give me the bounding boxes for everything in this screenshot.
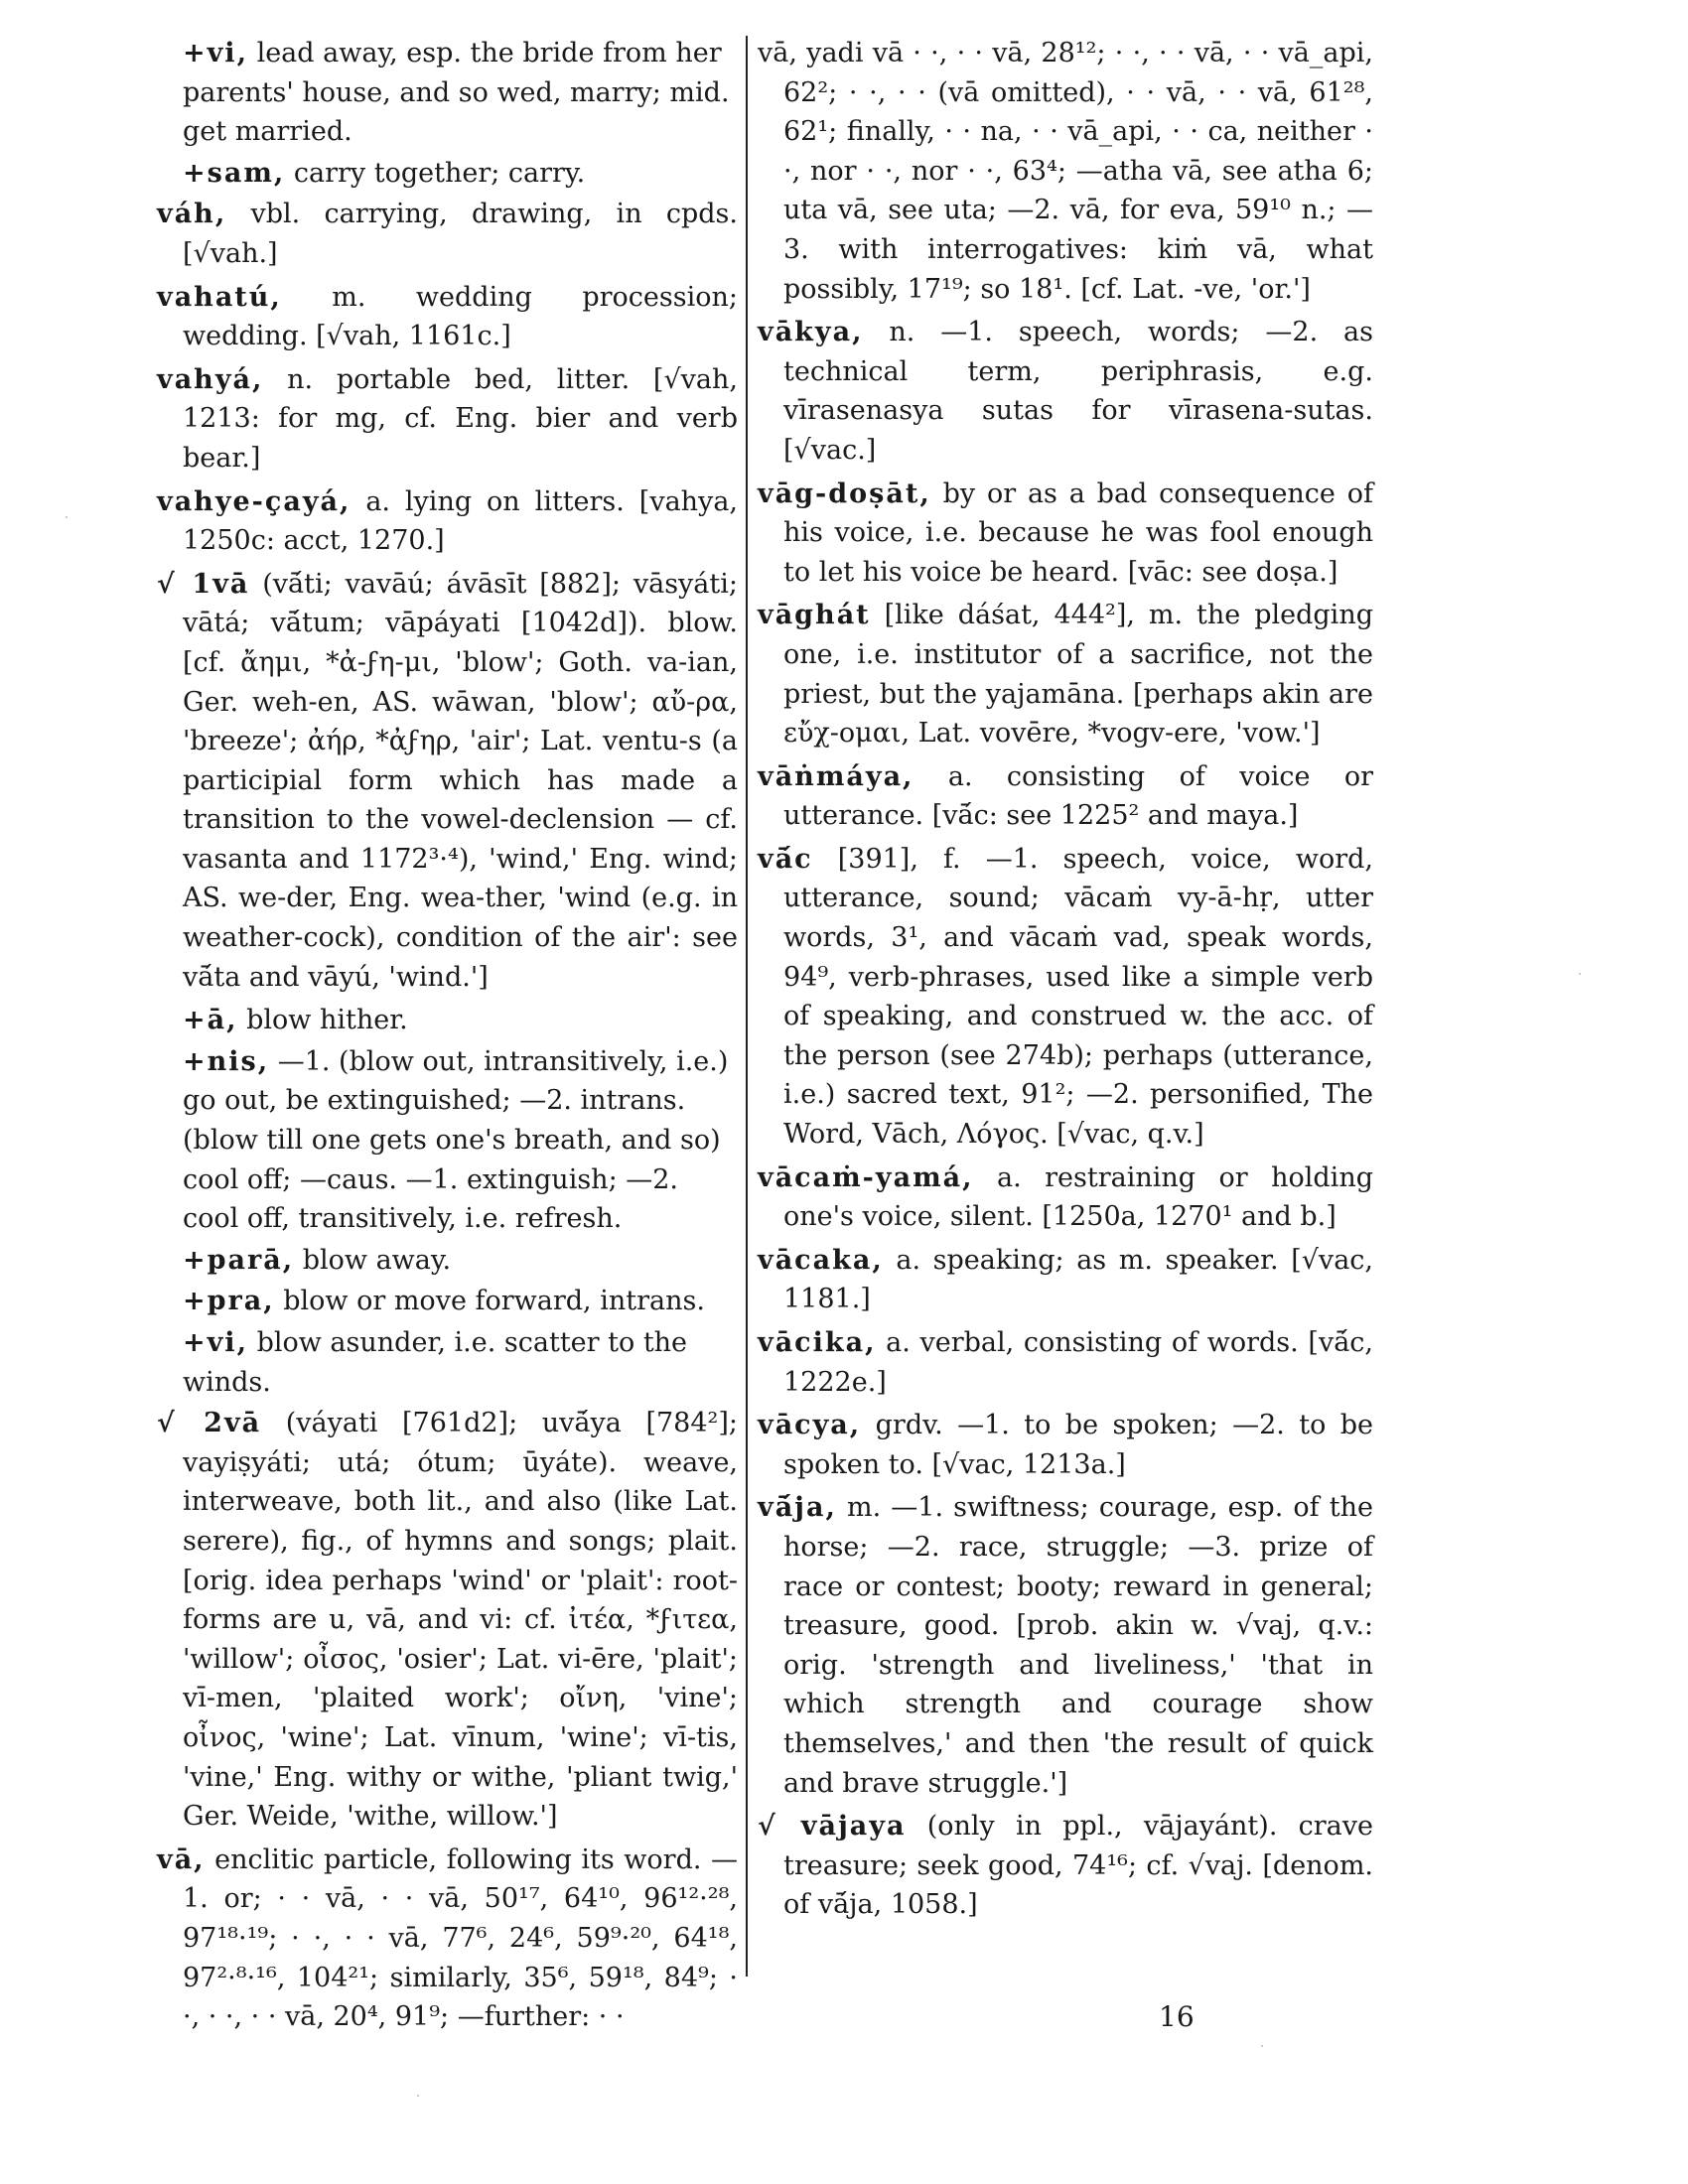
dictionary-entry [758,757,1373,836]
definition-text: blow away. [302,1244,452,1276]
definition-text: [like dáśat, 444²], m. the pledging one, i.e. institutor of a sacrifice, not the priest, but the yajamāna. [perhaps akin are εὔχ-ομαι, Lat. vovēre, *vogv-ere, 'vow.'] [783,600,1373,750]
definition-text: n. portable bed, litter. [√vah, 1213: for mg, cf. Eng. bier and verb bear.] [183,363,738,474]
definition-text: a. speaking; as m. speaker. [√vac, 1181.] [783,1244,1373,1315]
definition-text: n. —1. speech, words; —2. as technical term, periphrasis, e.g. vīrasenasya sutas for vīrasena-sutas. [√vac.] [783,317,1373,466]
dictionary-entry [157,360,738,478]
scan-speck [1579,973,1581,975]
headword: vahyá, [157,363,264,395]
headword: √ vājaya [758,1811,907,1843]
sub-entry [157,1323,738,1402]
headword: √ 1vā [157,568,250,600]
headword: +sam, [183,157,286,189]
headword: vā, [157,1843,206,1875]
definition-text: a. verbal, consisting of words. [vā́c, 1222e.] [783,1327,1373,1398]
dictionary-entry [758,1807,1373,1925]
headword: vā́c [758,843,813,875]
sub-entry [157,34,738,152]
headword: +parā, [183,1244,295,1276]
dictionary-entry [157,482,738,561]
headword: vāg-doṣāt, [758,478,931,509]
definition-text: vā, yadi vā · ·, · · vā, 28¹²; · ·, · · vā, · · vā_api, 62²; · ·, · · (vā omitted), · · vā, · · vā, 61²⁸, 62¹; finally, · · na, · · vā_api, · · ca, neither · ·, nor · ·, nor · ·, 63⁴; —atha vā, see atha 6; uta vā, see uta; —2. vā, for eva, 59¹⁰ n.; —3. with interrogatives: kiṁ vā, what possibly, 17¹⁹; so 18¹. [cf. Lat. -ve, 'or.'] [758,38,1373,305]
headword: +ā, [183,1005,238,1036]
dictionary-entry [758,596,1373,752]
headword: vā́ja, [758,1492,837,1524]
headword: vāghát [758,600,871,631]
headword: vākya, [758,317,864,348]
definition-text: grdv. —1. to be spoken; —2. to be spoken to. [√vac, 1213a.] [783,1410,1373,1480]
dictionary-entry [758,840,1373,1155]
dictionary-entry [758,313,1373,470]
definition-text: (only in ppl., vājayánt). crave treasure; seek good, 74¹⁶; cf. √vaj. [denom. of vā́ja, 1058.] [783,1811,1373,1921]
headword: vācaka, [758,1244,884,1276]
column-divider [746,36,748,1977]
definition-text: a. consisting of voice or utterance. [vā́c: see 1225² and maya.] [783,760,1373,832]
headword: vācaṁ-yamá, [758,1161,974,1193]
definition-text: m. wedding procession; wedding. [√vah, 1161c.] [183,281,738,352]
dictionary-entry [157,278,738,356]
headword: vāṅmáya, [758,760,914,792]
dictionary-entry [157,1841,738,2037]
definition-text: [391], f. —1. speech, voice, word, utterance, sound; vācaṁ vy-ā-hṛ, utter words, 3¹, and vācaṁ vad, speak words, 94⁹, verb-phrases, used like a simple verb of speaking, and construed w. the acc. of the person (see 274b); perhaps (utterance, i.e.) sacred text, 91²; —2. personified, The Word, Vāch, Λόγος. [√vac, q.v.] [783,843,1373,1151]
headword: +vi, [183,1327,248,1358]
headword: +pra, [183,1286,275,1317]
headword: vācika, [758,1327,877,1358]
dictionary-entry [157,1404,738,1837]
definition-text: (váyati [761d2]; uvā́ya [784²]; vayiṣyáti; utá; ótum; ūyáte). weave, interweave, both lit., and also (like Lat. serere), fig., of hymns and songs; plait. [orig. idea perhaps 'wind' or 'plait': root-forms are u, vā, and vi: cf. ἰτέα, *ϝιτεα, 'willow'; οἶσος, 'osier'; Lat. vi-ēre, 'plait'; vī-men, 'plaited work'; οἴνη, 'vine'; οἶνος, 'wine'; Lat. vīnum, 'wine'; vī-tis, 'vine,' Eng. withy or withe, 'pliant twig,' Ger. Weide, 'withe, willow.'] [183,1408,738,1833]
definition-text: carry together; carry. [293,157,586,189]
headword: +nis, [183,1045,270,1077]
definition-text: blow asunder, i.e. scatter to the winds. [183,1327,688,1398]
dictionary-entry [157,565,738,998]
headword: vācya, [758,1410,862,1441]
page-number: 16 [1159,2000,1195,2033]
headword: +vi, [183,38,248,68]
dictionary-entry [758,475,1373,593]
dictionary-entry [758,34,1373,309]
headword: váh, [157,199,227,230]
scan-speck [417,2095,419,2097]
definition-text: blow hither. [246,1005,408,1036]
definition-text: vbl. carrying, drawing, in cpds. [√vah.] [183,199,738,269]
definition-text: blow or move forward, intrans. [283,1286,705,1317]
left-column [157,34,738,2041]
scan-speck [1261,2045,1263,2047]
definition-text: a. lying on litters. [vahya, 1250c: acct, 1270.] [183,485,738,557]
dictionary-entry [758,1323,1373,1402]
definition-text: enclitic particle, following its word. —1. or; · · vā, · · vā, 50¹⁷, 64¹⁰, 96¹²·²⁸, 97¹⁸·¹⁹; · ·, · · vā, 77⁶, 24⁶, 59⁹·²⁰, 64¹⁸, 97²·⁸·¹⁶, 104²¹; similarly, 35⁶, 59¹⁸, 84⁹; · ·, · ·, · · vā, 20⁴, 91⁹; —further: · · [183,1843,738,2033]
definition-text: (vā́ti; vavāú; ávāsīt [882]; vāsyáti; vātá; vā́tum; vāpáyati [1042d]). blow. [cf. ἄημι, *ἀ-ϝη-μι, 'blow'; Goth. va-ian, Ger. weh-en, AS. wāwan, 'blow'; αὔ-ρα, 'breeze'; ἀήρ, *ἀϝηρ, 'air'; Lat. ventu-s (a participial form which has made a transition to the vowel-declension — cf. vasanta and 1172³·⁴), 'wind,' Eng. wind; AS. we-der, Eng. wea-ther, 'wind (e.g. in weather-cock), condition of the air': see vā́ta and vāyú, 'wind.'] [183,568,738,993]
definition-text: by or as a bad consequence of his voice, i.e. because he was fool enough to let his voice be heard. [vāc: see doṣa.] [783,478,1373,588]
dictionary-entry [758,1241,1373,1319]
right-column [758,34,1373,1929]
dictionary-entry [157,195,738,273]
sub-entry [157,154,738,194]
definition-text: a. restraining or holding one's voice, silent. [1250a, 1270¹ and b.] [783,1161,1373,1233]
dictionary-entry [758,1406,1373,1484]
definition-text: lead away, esp. the bride from her parents' house, and so wed, marry; mid. get married. [183,38,730,148]
headword: √ 2vā [157,1408,262,1439]
sub-entry [157,1001,738,1040]
sub-entry [157,1042,738,1239]
dictionary-entry [758,1488,1373,1803]
headword: vahye-çayá, [157,485,352,517]
headword: vahatú, [157,281,282,313]
sub-entry [157,1282,738,1321]
dictionary-entry [758,1159,1373,1237]
definition-text: —1. (blow out, intransitively, i.e.) go out, be extinguished; —2. intrans. (blow till one gets one's breath, and so) cool off; —caus. —1. extinguish; —2. cool off, transitively, i.e. refresh. [183,1045,729,1235]
scan-speck [66,516,68,518]
sub-entry [157,1241,738,1281]
definition-text: m. —1. swiftness; courage, esp. of the horse; —2. race, struggle; —3. prize of race or contest; booty; reward in general; treasure, good. [prob. akin w. √vaj, q.v.: orig. 'strength and liveliness,' 'that in which strength and courage show themselves,' and then 'the result of quick and brave struggle.'] [783,1492,1373,1799]
